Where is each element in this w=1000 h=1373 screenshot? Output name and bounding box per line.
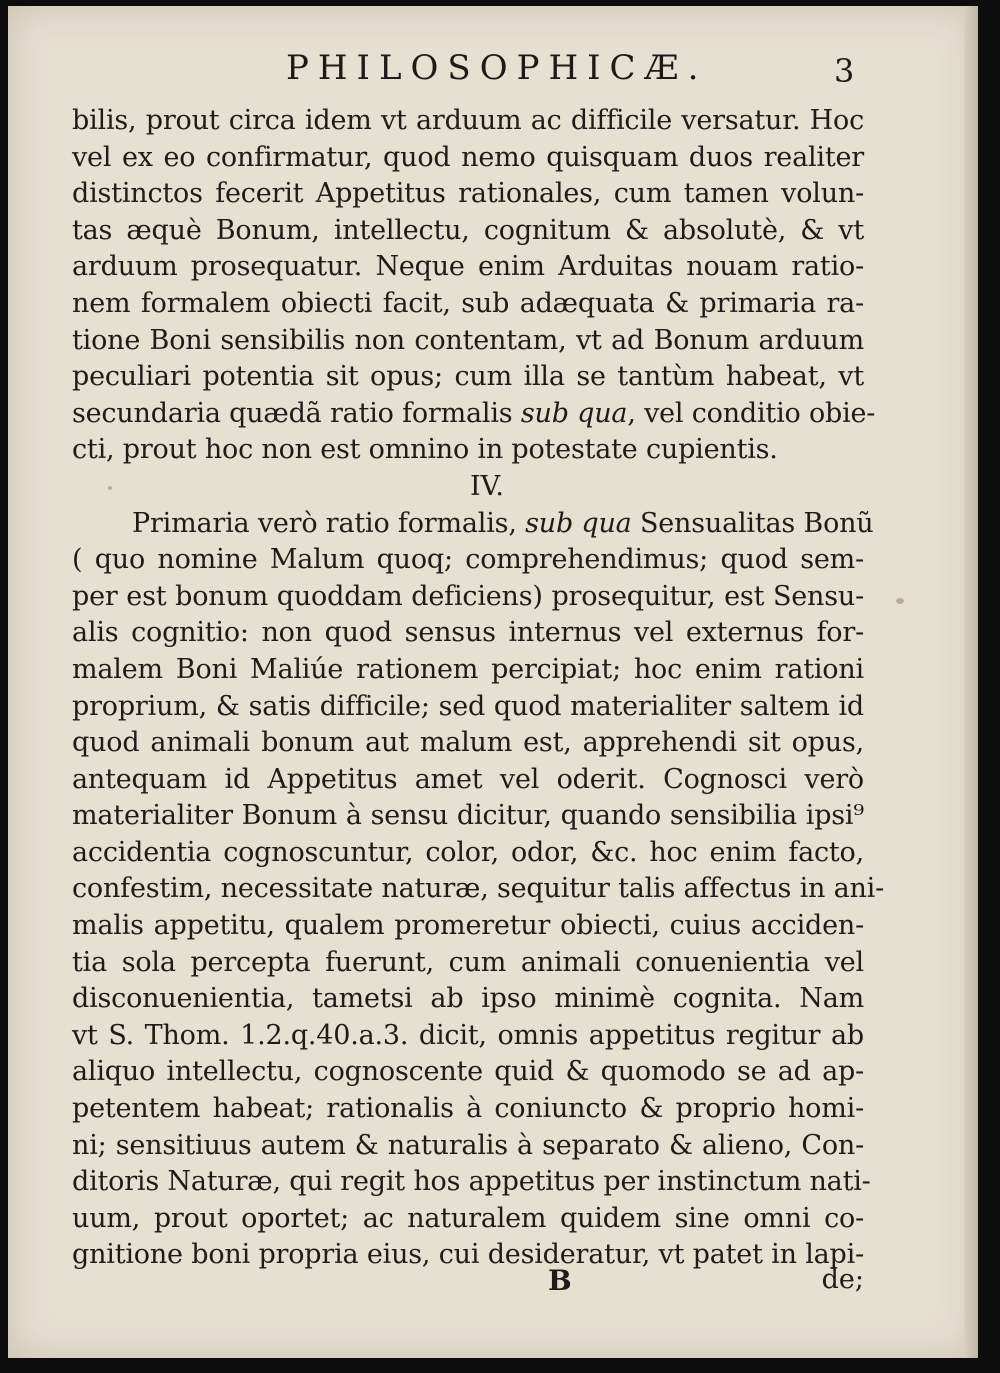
body-text (72, 103, 885, 1274)
book-page (8, 6, 978, 1358)
text-line: uum, prout oportet; ac naturalem quidem sine omni co- (72, 1202, 864, 1234)
text-line: vel ex eo confirmatur, quod nemo quisquam duos realiter (72, 141, 864, 173)
text-line: cti, prout hoc non est omnino in potestate cupientis. (72, 434, 778, 466)
italic-phrase: sub qua (520, 397, 628, 429)
text-run: , vel conditio obie- (627, 397, 876, 429)
text-line: distinctos fecerit Appetitus rationales, cum tamen volun- (72, 178, 864, 210)
ink-smudge (108, 486, 112, 490)
signature-mark: B (548, 1264, 572, 1297)
text-line: per est bonum quoddam deficiens) prosequitur, est Sensu- (72, 580, 864, 612)
text-line: nem formalem obiecti facit, sub adæquata & primaria ra- (72, 287, 864, 319)
text-line: vt S. Thom. 1.2.q.40.a.3. dicit, omnis appetitus regitur ab (72, 1019, 864, 1051)
italic-phrase: sub qua (525, 507, 632, 539)
text-run: Primaria verò ratio formalis, (132, 507, 526, 539)
text-line: tas æquè Bonum, intellectu, cognitum & absolutè, & vt (72, 214, 864, 246)
text-line: disconuenientia, tametsi ab ipso minimè cognita. Nam (72, 983, 864, 1015)
paragraph-1 (72, 103, 876, 469)
text-line: antequam id Appetitus amet vel oderit. Cognosci verò (72, 763, 864, 795)
catchword: de; (821, 1264, 864, 1295)
text-line: ni; sensitiuus autem & naturalis à separato & alieno, Con- (72, 1129, 864, 1161)
paragraph-2 (72, 506, 885, 1274)
text-run: Sensualitas Bonũ (631, 507, 874, 539)
running-title: PHILOSOPHICÆ. (286, 48, 708, 88)
text-line: petentem habeat; rationalis à coniuncto & proprio homi- (72, 1093, 864, 1125)
text-line: proprium, & satis difficile; sed quod materialiter saltem id (72, 690, 864, 722)
page-number: 3 (834, 52, 855, 90)
ink-smudge (896, 598, 904, 604)
text-line: arduum prosequatur. Neque enim Arduitas nouam ratio- (72, 251, 864, 283)
text-run: secundaria quædã ratio formalis (72, 397, 521, 429)
text-line: malem Boni Maliúe rationem percipiat; hoc enim rationi (72, 653, 864, 685)
text-line: quod animali bonum aut malum est, apprehendi sit opus, (72, 727, 864, 759)
section-number: IV. (469, 470, 505, 502)
text-line (72, 506, 874, 543)
text-line: confestim, necessitate naturæ, sequitur talis affectus in ani- (72, 873, 885, 905)
text-line: alis cognitio: non quod sensus internus vel externus for- (72, 617, 864, 649)
text-line: bilis, prout circa idem vt arduum ac difficile versatur. Hoc (72, 105, 864, 136)
text-line: ( quo nomine Malum quoq; comprehendimus; quod sem- (72, 544, 864, 576)
text-line: gnitione boni propria eius, cui desideratur, vt patet in lapi- (72, 1239, 864, 1271)
text-line: accidentia cognoscuntur, color, odor, &c. hoc enim facto, (72, 836, 864, 868)
text-line: malis appetitu, qualem promeretur obiecti, cuius acciden- (72, 910, 864, 942)
text-line: peculiari potentia sit opus; cum illa se tantùm habeat, vt (72, 361, 864, 393)
text-line (72, 396, 876, 433)
running-head (8, 48, 978, 88)
text-line: tia sola percepta fuerunt, cum animali conuenientia vel (72, 946, 864, 978)
page-footer (72, 1264, 864, 1304)
text-line: aliquo intellectu, cognoscente quid & quomodo se ad ap- (72, 1056, 864, 1088)
page-edge-shadow (964, 6, 978, 1358)
text-line: ditoris Naturæ, qui regit hos appetitus per instinctum nati- (72, 1166, 871, 1198)
text-line: tione Boni sensibilis non contentam, vt ad Bonum arduum (72, 324, 864, 356)
text-line: materialiter Bonum à sensu dicitur, quando sensibilia ipsi⁹ (72, 800, 864, 832)
